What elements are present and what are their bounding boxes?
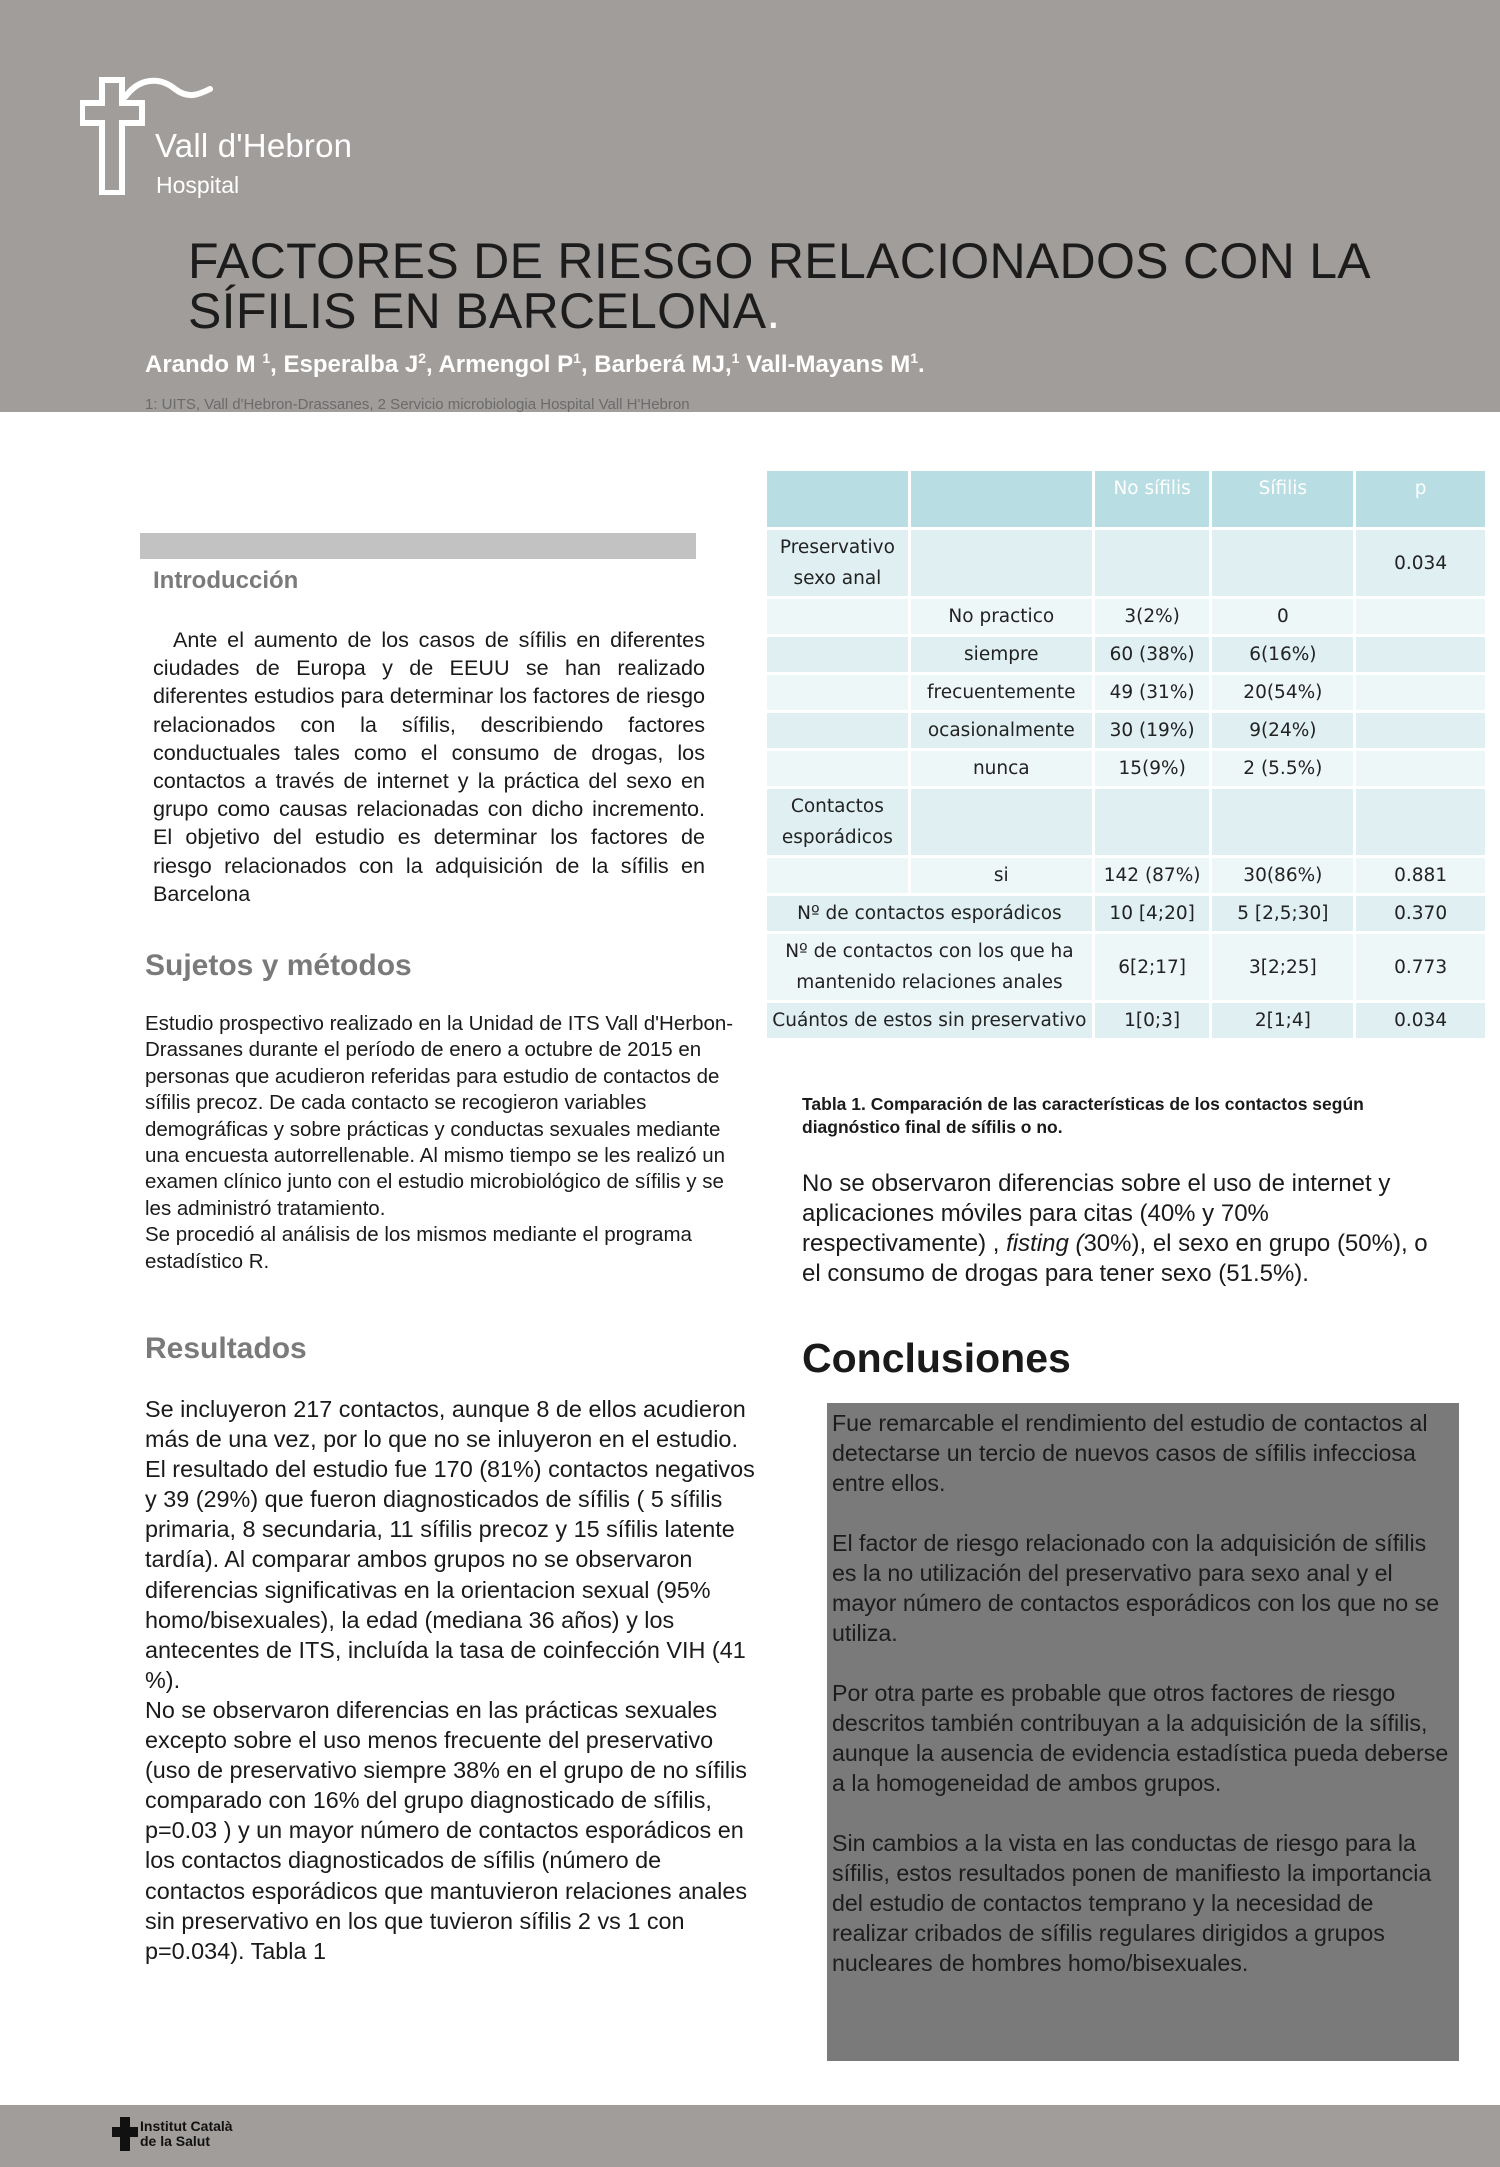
table-header-row [767,471,1485,527]
conclusions-heading: Conclusiones [802,1335,1071,1381]
author: Vall-Mayans M [739,351,911,378]
table-cell: 0 [1212,599,1353,634]
table-cell: 0.034 [1356,530,1485,596]
table-cell: nunca [911,751,1092,786]
table-caption: Tabla 1. Comparación de las características de los contactos según diagnóstico final de sífilis o no. [802,1094,1364,1137]
table-row [767,713,1485,748]
table-cell: Cuántos de estos sin preservativo [767,1003,1092,1038]
table-cell [911,530,1092,596]
table-cell: 6[2;17] [1095,934,1210,1000]
table-cell [1095,530,1210,596]
commentary-italic: fisting ( [1006,1230,1084,1257]
footer-bar [0,2105,1500,2167]
table-row [767,751,1485,786]
title-line-2: SÍFILIS EN BARCELONA [188,283,767,339]
author: , Esperalba J [270,351,419,378]
table-row [767,637,1485,672]
table-cell: 30(86%) [1212,858,1353,893]
results-text: Se incluyeron 217 contactos, aunque 8 de ellos acudieron más de una vez, por lo que no se inluyeron en el estudio. El resultado del estudio fue 170 (81%) contactos negativos y 39 (29%) que fueron diagnosticados de sífilis ( 5 sífilis primaria, 8 secundaria, 11 sífilis precoz y 15 sífilis latente tardía). Al comparar ambos grupos no se observaron diferencias significativas en la orientacion sexual (95% homo/bisexuales), la edad (mediana 36 años) y los antecentes de ITS, incluída la tasa de coinfección VIH (41 %). No se observaron diferencias en las prácticas sexuales excepto sobre el uso menos frecuente del preservativo (uso de preservativo siempre 38% en el grupo de no sífilis comparado con 16% del grupo diagnosticado de sífilis, p=0.03 ) y un mayor número de contactos esporádicos en los contactos diagnosticados de sífilis (número de contactos esporádicos que mantuvieron relaciones anales sin preservativo en los que tuvieron sífilis 2 vs 1 con p=0.034). Tabla 1 [145,1396,755,1964]
table-cell: 10 [4;20] [1095,896,1210,931]
table-cell: Nº de contactos con los que ha mantenido relaciones anales [767,934,1092,1000]
ics-cross-icon [112,2117,138,2151]
author-affiliation-mark: 1 [910,350,918,366]
author: , Armengol P [426,351,574,378]
table-cell: 6(16%) [1212,637,1353,672]
table-commentary [802,1169,1442,1289]
table-cell: 0.034 [1356,1003,1485,1038]
table-cell [1356,751,1485,786]
table-cell [1356,599,1485,634]
table-cell: siempre [911,637,1092,672]
results-heading: Resultados [145,1332,307,1365]
author-affiliation-mark: 2 [418,350,426,366]
table-row [767,896,1485,931]
intro-text: Ante el aumento de los casos de sífilis en diferentes ciudades de Europa y de EEUU se han realizado diferentes estudios para determinar los factores de riesgo relacionados con la sífilis, describiendo factores conductuales tales como el consumo de drogas, los contactos a través de internet y la práctica del sexo en grupo como causas relacionadas con dicho incremento. El objetivo del estudio es determinar los factores de riesgo relacionados con la adquisición de la sífilis en Barcelona [153,627,705,906]
author-affiliation-mark: 1 [573,350,581,366]
table-row [767,1003,1485,1038]
table-cell [1212,530,1353,596]
ics-logo-line-1: Institut Català [140,2118,233,2134]
table-cell: 0.773 [1356,934,1485,1000]
conclusion-paragraph: Por otra parte es probable que otros factores de riesgo descritos también contribuyan a la adquisición de la sífilis, aunque la ausencia de evidencia estadística pueda deberse a la homogeneidad de ambos grupos. [832,1680,1449,1796]
table-cell: Nº de contactos esporádicos [767,896,1092,931]
table-cell [1356,713,1485,748]
conclusion-paragraph: Fue remarcable el rendimiento del estudio de contactos al detectarse un tercio de nuevos casos de sífilis infecciosa entre ellos. [832,1410,1428,1496]
logo-subtitle: Hospital [156,172,240,198]
table-row [767,858,1485,893]
table-cell [767,751,908,786]
header-banner [0,0,1500,412]
table-row [767,530,1485,596]
table-cell [1356,675,1485,710]
table-cell: Contactos esporádicos [767,789,908,855]
methods-paragraph: Estudio prospectivo realizado en la Unidad de ITS Vall d'Herbon-Drassanes durante el período de enero a octubre de 2015 en personas que acudieron referidas para estudio de contactos de sífilis precoz. De cada contacto se recogieron variables demográficas y sobre prácticas y conductas sexuales mediante una encuesta autorrellenable. Al mismo tiempo se les realizó un examen clínico junto con el estudio microbiológico de sífilis y se les administró tratamiento. [145,1012,734,1220]
author: , Barberá MJ, [580,351,732,378]
table-cell [1356,789,1485,855]
table-cell [1212,789,1353,855]
results-table [764,468,1488,1041]
table-cell: Preservativo sexo anal [767,530,908,596]
affiliations: 1: UITS, Vall d'Hebron-Drassanes, 2 Servicio microbiologia Hospital Vall H'Hebron [145,396,690,413]
methods-text [145,1011,745,1275]
table-cell: 15(9%) [1095,751,1210,786]
ics-logo-line-2: de la Salut [140,2133,211,2149]
table-cell: 2 (5.5%) [1212,751,1353,786]
table-cell: ocasionalmente [911,713,1092,748]
commentary-text-2: 30%), el sexo en grupo (50%), o el consumo de drogas para tener sexo (51.5%). [802,1230,1428,1287]
table-cell: 0.370 [1356,896,1485,931]
table-header-cell [911,471,1092,527]
author: Arando M [145,351,263,378]
commentary-text: No se observaron diferencias sobre el uso de internet y aplicaciones móviles para citas (40% y 70% respectivamente) , [802,1170,1391,1257]
table-cell: si [911,858,1092,893]
table-cell: 3(2%) [1095,599,1210,634]
table-cell [911,789,1092,855]
table-cell: 60 (38%) [1095,637,1210,672]
table-cell: 30 (19%) [1095,713,1210,748]
table-cell: 0.881 [1356,858,1485,893]
table-row [767,789,1485,855]
intro-heading: Introducción [153,567,299,594]
poster-title [188,233,1448,339]
table-row [767,934,1485,1000]
table-cell [1095,789,1210,855]
table-cell [767,713,908,748]
author-affiliation-mark: 1 [262,350,271,366]
title-line-1: FACTORES DE RIESGO RELACIONADOS CON LA [188,233,1371,289]
table-cell [767,599,908,634]
conclusion-paragraph: El factor de riesgo relacionado con la adquisición de sífilis es la no utilización del preservativo para sexo anal y el mayor número de contactos esporádicos con los que no se utiliza. [832,1530,1440,1646]
table-cell [767,675,908,710]
table-cell: 9(24%) [1212,713,1353,748]
table-cell: 5 [2,5;30] [1212,896,1353,931]
table-cell: 20(54%) [1212,675,1353,710]
table-row [767,599,1485,634]
ics-logo-text [140,2119,233,2149]
table-cell: 1[0;3] [1095,1003,1210,1038]
conclusions-box [827,1403,1459,2061]
conclusion-paragraph: Sin cambios a la vista en las conductas de riesgo para la sífilis, estos resultados ponen de manifiesto la importancia del estudio de contactos temprano y la necesidad de realizar cribados de sífilis regulares dirigidos a grupos nucleares de hombres homo/bisexuales. [832,1830,1432,1976]
table-cell: No practico [911,599,1092,634]
author-affiliation-mark: 1 [731,350,740,366]
logo-name: Vall d'Hebron [155,127,353,164]
table-header-cell [767,471,908,527]
author-end: . [918,351,925,378]
vall-hebron-logo [80,75,400,205]
authors [145,350,925,379]
table-header-cell: p [1356,471,1485,527]
table-cell [767,637,908,672]
methods-paragraph-2: Se procedió al análisis de los mismos mediante el programa estadístico R. [145,1223,692,1273]
table-cell [767,858,908,893]
methods-heading: Sujetos y métodos [145,949,412,982]
table-row [767,675,1485,710]
table-cell: 3[2;25] [1212,934,1353,1000]
table-cell: 49 (31%) [1095,675,1210,710]
table-cell: 142 (87%) [1095,858,1210,893]
table-cell: frecuentemente [911,675,1092,710]
ics-logo [112,2117,262,2157]
table-cell: 2[1;4] [1212,1003,1353,1038]
section-divider-bar [140,533,696,559]
table-header-cell: Sífilis [1212,471,1353,527]
table-header-cell: No sífilis [1095,471,1210,527]
table-cell [1356,637,1485,672]
title-dot: . [766,283,781,339]
